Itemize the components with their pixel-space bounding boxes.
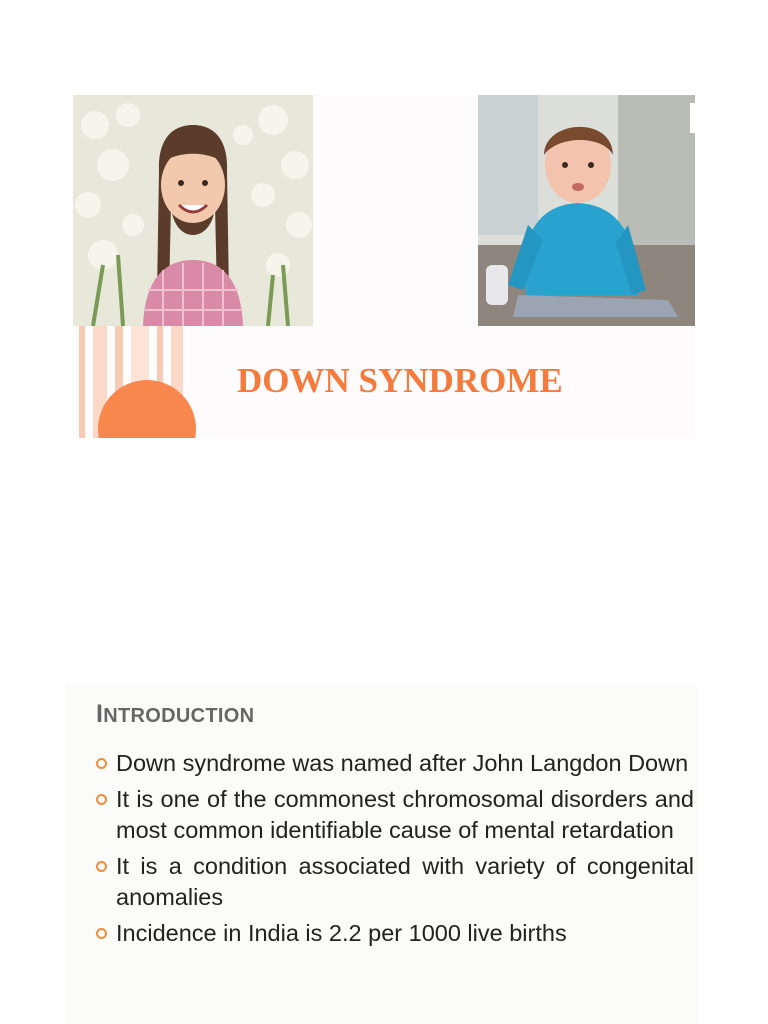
bullet-text: Incidence in India is 2.2 per 1000 live births [116, 919, 567, 946]
girl-photo-illustration [73, 95, 313, 326]
bullet-circle-icon [96, 861, 107, 872]
bullet-text: It is one of the commonest chromosomal disorders and most common identifiable cause of mental retardation [116, 785, 694, 843]
girl-photo [73, 95, 313, 326]
list-item [96, 784, 694, 847]
title-slide [73, 95, 695, 438]
bullet-circle-icon [96, 758, 107, 769]
introduction-slide [66, 684, 698, 1024]
section-heading [96, 700, 254, 729]
bullet-text: It is a condition associated with variety of congenital anomalies [116, 852, 694, 910]
list-item [96, 748, 694, 780]
baby-photo-illustration [478, 95, 695, 326]
slide-title: DOWN SYNDROME [237, 361, 563, 400]
list-item [96, 851, 694, 914]
baby-photo [478, 95, 695, 326]
bullet-circle-icon [96, 928, 107, 939]
list-item [96, 918, 694, 950]
bullet-circle-icon [96, 794, 107, 805]
heading-initial: I [96, 700, 104, 728]
heading-rest: NTRODUCTION [103, 705, 255, 727]
bullet-text: Down syndrome was named after John Langdon Down [116, 750, 689, 776]
bullet-list [96, 748, 694, 953]
